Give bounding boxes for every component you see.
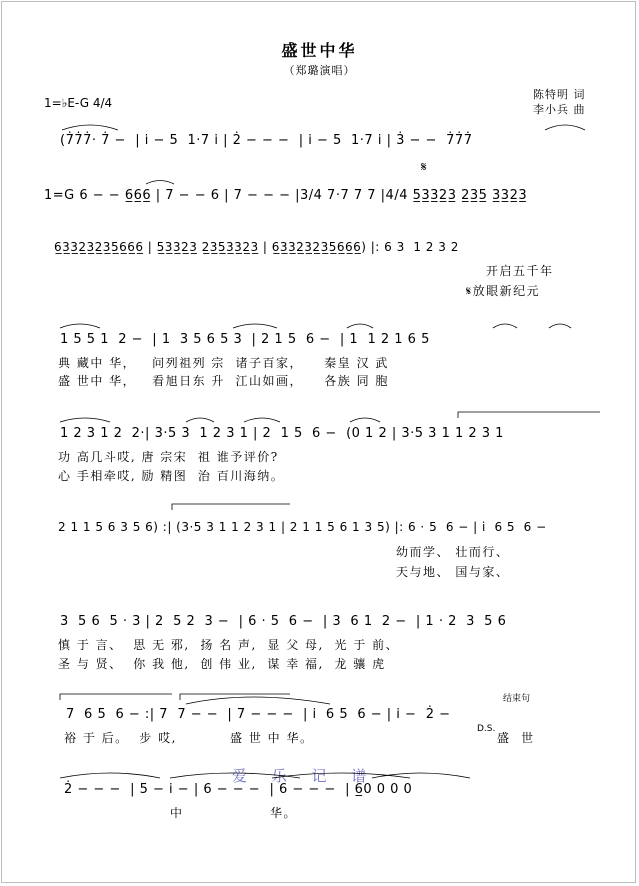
slur-10 [186,418,214,422]
staff-9-lyrics-2: 华。 [270,806,298,820]
song-title: 盛世中华 [281,41,358,60]
segno-mark: 𝄋 [421,160,427,175]
lyricist-credit: 陈特明 词 [533,88,586,101]
slur-15 [170,773,300,778]
slur-12 [350,418,380,422]
staff-5-notes: 1 2 3 1 2 2·| 3·5 3 1 2 3 1 | 2 1 5 6 − (0 1 2 | 3·5 3 1 1 2 3 1 [60,426,504,441]
volta-3 [60,694,172,700]
ending-label: 结束句 [503,694,531,704]
staff-4-lyrics-2: 盛 世中 华， 看旭日东 升 江山如画， 各族 同 胞 [58,374,389,388]
slur-1 [62,125,118,130]
staff-4-notes: 1 5 5 1 2 − | 1 3 5 6 5 3 | 2 1 5 6 − | 1 1 2 1 6 5 [60,332,430,347]
staff-9-notes: 2̇ − − − | 5 − i̇ − | 6 − − − | 6 − − − | 6̲0 0 0 0 [64,782,413,797]
staff-9-lyrics-1: 中 [170,806,184,820]
staff-2-notes: 1=G 6 − − 6̲6̲6̲ | 7 − − 6 | 7 − − − |3/4 7·7 7 7 |4/4 5̲3̲3̲2̲3̲ 2̲3̲5̲ 3̲3̲2̲3̲ [44,188,528,203]
slur-9 [60,418,110,422]
slur-5 [233,324,277,328]
staff-3-lyrics-1: 开启五千年 [486,264,554,278]
volta-2 [172,504,290,510]
slur-2 [545,125,585,130]
slur-6 [347,324,373,328]
composer-credit: 李小兵 曲 [533,103,586,116]
staff-3-notes: 6̲3̲3̲2̲3̲2̲3̲5̲6̲6̲6̲ | 5̲3̲3̲2̲3̲ 2̲3̲5̲3̲3̲2̲3̲ | 6̲3̲3̲2̲3̲2̲3̲5̲6̲6̲6̲) |: 6 3 1 2 3 2 [54,240,459,254]
key-signature: 1=♭E-G 4/4 [44,96,113,110]
staff-6-lyrics-2: 天与地、 国与家、 [396,565,510,579]
staff-7-lyrics-1: 慎 于 言、 思 无 邪, 扬 名 声, 显 父 母, 光 于 前、 [58,638,400,652]
slur-7 [493,324,517,328]
staff-5-lyrics-2: 心 手相牵哎, 励 精图 治 百川海纳。 [58,469,285,483]
staff-1-notes: (7̇7̇7̇· 7̇ − | i̇ − 5 1·7 i̇ | 2̇ − − − | i̇ − 5 1·7 i̇ | 3̇ − − 7̇7̇7̇ [60,133,473,148]
slur-17 [372,773,470,778]
slur-14 [60,773,160,778]
song-subtitle: （郑璐演唱） [283,64,356,77]
slur-11 [244,418,280,422]
staff-7-lyrics-2: 圣 与 贤、 你 我 他, 创 伟 业, 谋 幸 福, 龙 骧 虎 [58,657,386,671]
watermark-text: 爱 乐 记 谱 [232,767,377,785]
staff-8-notes: 7 6 5 6 − :| 7 7 − − | 7 − − − | i̇ 6 5 6 − | i̇ − 2̇ − [66,707,451,722]
staff-8-lyrics-1: 裕 于 后。 步 哎, 盛 世 中 华。 [64,731,314,745]
staff-7-notes: 3 5 6 5 · 3 | 2 5 2 3 − | 6 · 5 6 − | 3 6 1 2 − | 1 · 2 3 5 6 [60,614,507,629]
staff-3-lyrics-2: 𝄋放眼新纪元 [466,284,541,298]
slur-4 [60,324,100,328]
slur-13 [186,697,330,704]
ds-mark: D.S. [477,724,496,734]
slur-8 [549,324,571,328]
staff-6-lyrics-1: 幼而学、 壮而行、 [396,545,510,559]
volta-4 [180,694,290,700]
staff-4-lyrics-1: 典 藏中 华， 问列祖列 宗 诸子百家， 秦皇 汉 武 [58,356,389,370]
staff-5-lyrics-1: 功 高几斗哎, 唐 宗宋 祖 谁予评价? [58,450,279,464]
staff-8-lyrics-2: 盛 世 [497,731,535,745]
staff-6-notes: 2 1 1 5 6 3 5 6) :| (3·5 3 1 1 2 3 1 | 2 1 1 5 6 1 3 5) |: 6 · 5 6 − | i̇ 6 5 6 − [58,520,547,534]
slur-3 [146,181,174,185]
volta-1 [458,412,600,418]
